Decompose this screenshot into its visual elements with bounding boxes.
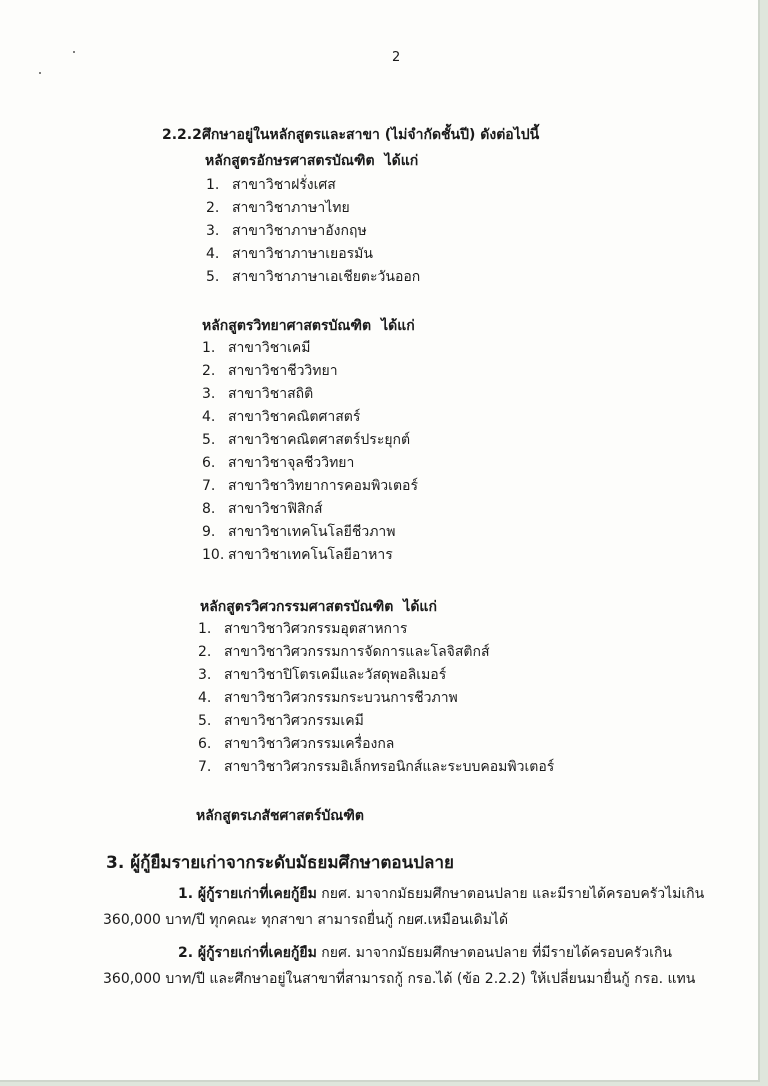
program-heading-pharmacy	[196, 805, 364, 827]
list-item: 7. สาขาวิชาวิศวกรรมอิเล็กทรอนิกส์และระบบคอมพิวเตอร์	[198, 759, 555, 775]
program-name: หลักสูตรวิทยาศาสตรบัณฑิต	[202, 318, 372, 334]
list-item: 6. สาขาวิชาจุลชีววิทยา	[202, 455, 355, 471]
paragraph-2-lead: 2. ผู้กู้รายเก่าที่เคยกู้ยืม	[178, 945, 317, 961]
program-name: หลักสูตรอักษรศาสตรบัณฑิต	[205, 153, 375, 169]
program-heading-science	[202, 315, 415, 337]
paragraph-2-line-1	[178, 943, 672, 963]
list-item: 3. สาขาวิชาปิโตรเคมีและวัสดุพอลิเมอร์	[198, 667, 447, 683]
list-item: 3. สาขาวิชาภาษาอังกฤษ	[206, 223, 367, 239]
list-item: 3. สาขาวิชาสถิติ	[202, 386, 314, 402]
program-heading-arts	[205, 150, 418, 172]
list-item: 7. สาขาวิชาวิทยาการคอมพิวเตอร์	[202, 478, 418, 494]
list-item: 5. สาขาวิชาภาษาเอเชียตะวันออก	[206, 269, 421, 285]
scan-speck	[73, 51, 75, 53]
list-item: 1. สาขาวิชาวิศวกรรมอุตสาหการ	[198, 621, 408, 637]
program-suffix: ได้แก่	[384, 153, 419, 169]
paragraph-2-line-2: 360,000 บาท/ปี และศึกษาอยู่ในสาขาที่สามารถกู้ กรอ.ได้ (ข้อ 2.2.2) ให้เปลี่ยนมายื่นกู้ กรอ. แทน	[103, 971, 696, 987]
list-item: 1. สาขาวิชาเคมี	[202, 340, 311, 356]
program-list-arts	[206, 174, 420, 289]
paragraph-1-lead: 1. ผู้กู้รายเก่าที่เคยกู้ยืม	[178, 886, 317, 902]
scan-speck	[39, 72, 41, 74]
list-item: 2. สาขาวิชาชีววิทยา	[202, 363, 338, 379]
paragraph-1-line-2: 360,000 บาท/ปี ทุกคณะ ทุกสาขา สามารถยื่นกู้ กยศ.เหมือนเดิมได้	[103, 912, 509, 928]
list-item: 2. สาขาวิชาภาษาไทย	[206, 200, 350, 216]
list-item: 2. สาขาวิชาวิศวกรรมการจัดการและโลจิสติกส์	[198, 644, 490, 660]
list-item: 1. สาขาวิชาฝรั่งเศส	[206, 177, 336, 193]
paragraph-1-line-1	[178, 884, 704, 904]
program-name: หลักสูตรวิศวกรรมศาสตรบัณฑิต	[200, 599, 394, 615]
list-item: 5. สาขาวิชาคณิตศาสตร์ประยุกต์	[202, 432, 411, 448]
paragraph-2-text: กยศ. มาจากมัธยมศึกษาตอนปลาย ที่มีรายได้ครอบครัวเกิน	[316, 945, 673, 961]
list-item: 9. สาขาวิชาเทคโนโลยีชีวภาพ	[202, 524, 396, 540]
list-item: 8. สาขาวิชาฟิสิกส์	[202, 501, 323, 517]
paragraph-1-text: กยศ. มาจากมัธยมศึกษาตอนปลาย และมีรายได้ครอบครัวไม่เกิน	[316, 886, 705, 902]
list-item: 10. สาขาวิชาเทคโนโลยีอาหาร	[202, 547, 393, 563]
page-number: 2	[392, 50, 401, 65]
section-heading	[162, 124, 539, 146]
section3-heading: 3. ผู้กู้ยืมรายเก่าจากระดับมัธยมศึกษาตอนปลาย	[106, 853, 454, 873]
list-item: 4. สาขาวิชาภาษาเยอรมัน	[206, 246, 373, 262]
list-item: 5. สาขาวิชาวิศวกรรมเคมี	[198, 713, 364, 729]
section-number: 2.2.2	[162, 127, 202, 143]
list-item: 6. สาขาวิชาวิศวกรรมเครื่องกล	[198, 736, 395, 752]
list-item: 4. สาขาวิชาวิศวกรรมกระบวนการชีวภาพ	[198, 690, 458, 706]
list-item: 4. สาขาวิชาคณิตศาสตร์	[202, 409, 361, 425]
program-list-science	[202, 337, 418, 567]
program-suffix: ได้แก่	[403, 599, 437, 615]
program-name: หลักสูตรเภสัชศาสตร์บัณฑิต	[196, 808, 364, 824]
section-title: ศึกษาอยู่ในหลักสูตรและสาขา (ไม่จำกัดชั้นปี) ดังต่อไปนี้	[202, 127, 540, 143]
program-suffix: ได้แก่	[381, 318, 415, 334]
program-list-engineering	[198, 618, 554, 779]
program-heading-engineering	[200, 596, 437, 618]
